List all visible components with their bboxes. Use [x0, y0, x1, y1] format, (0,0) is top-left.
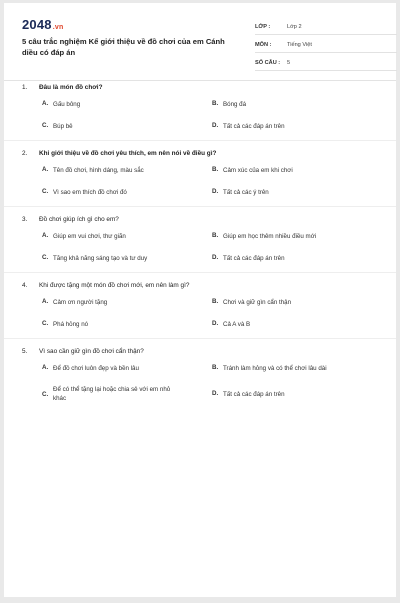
answer-option[interactable] [42, 166, 212, 175]
answer-letter: D. [212, 253, 219, 261]
answer-option[interactable] [212, 100, 382, 109]
answer-row [42, 357, 382, 379]
answer-row [42, 225, 382, 247]
meta-value: 5 [287, 60, 291, 66]
answer-option[interactable] [42, 254, 212, 263]
answer-option[interactable] [212, 320, 382, 329]
meta-info [255, 20, 397, 74]
question-number: 1. [22, 84, 28, 91]
answer-letter: A. [42, 231, 49, 239]
answer-text: Tên đồ chơi, hình dáng, màu sắc [53, 166, 144, 174]
question-divider [4, 206, 396, 207]
answer-option[interactable] [212, 188, 382, 197]
header-divider [4, 80, 396, 81]
logo[interactable] [22, 17, 63, 32]
question-line [22, 280, 382, 291]
answer-letter: A. [42, 165, 49, 173]
answer-text: Để đồ chơi luôn đẹp và bền lâu [53, 364, 139, 372]
answer-option[interactable] [212, 254, 382, 263]
worksheet-page [4, 3, 396, 597]
answer-letter: B. [212, 231, 219, 239]
answer-letter: C. [42, 253, 49, 261]
answer-text: Tất cả các đáp án trên [223, 390, 285, 398]
question-list [22, 82, 382, 409]
answer-letter: D. [212, 187, 219, 195]
answer-letter: C. [42, 319, 49, 327]
answer-text: Búp bê [53, 122, 73, 130]
answer-text: Giúp em học thêm nhiều điều mới [223, 232, 317, 240]
answer-option[interactable] [42, 100, 212, 109]
question-text: Khi giới thiệu về đồ chơi yêu thích, em nên nói về điều gì? [39, 150, 217, 157]
answer-row [42, 247, 382, 269]
question-1 [22, 82, 382, 141]
meta-value: Tiếng Việt [287, 42, 312, 48]
answer-text: Cảm ơn người tặng [53, 298, 108, 306]
answer-row [42, 291, 382, 313]
answer-letter: C. [42, 187, 49, 195]
question-line [22, 346, 382, 357]
question-4 [22, 280, 382, 339]
answer-text: Để có thể tặng lại hoặc chia sẻ với em nhỏ khác [53, 386, 171, 402]
answer-option[interactable] [42, 122, 212, 131]
question-text: Đồ chơi giúp ích gì cho em? [39, 216, 119, 223]
question-divider [4, 338, 396, 339]
answer-option[interactable] [212, 298, 382, 307]
question-divider [4, 140, 396, 141]
question-line [22, 82, 382, 93]
answer-option[interactable] [42, 188, 212, 197]
answer-text: Cảm xúc của em khi chơi [223, 166, 293, 174]
meta-label: MÔN : [255, 42, 272, 48]
answer-option[interactable] [212, 390, 382, 399]
answer-row [42, 313, 382, 335]
question-number: 3. [22, 216, 28, 223]
answer-letter: B. [212, 165, 219, 173]
answer-text: Tất cả các ý trên [223, 188, 269, 196]
answer-text: Gấu bông [53, 100, 81, 108]
question-text: Đâu là món đồ chơi? [39, 84, 103, 91]
answer-letter: D. [212, 319, 219, 327]
question-5 [22, 346, 382, 409]
header [22, 17, 382, 69]
meta-row-count [255, 56, 397, 71]
answer-option[interactable] [212, 364, 382, 373]
question-3 [22, 214, 382, 273]
answer-letter: A. [42, 99, 49, 107]
answer-option[interactable] [42, 298, 212, 307]
answer-letter: B. [212, 363, 219, 371]
answer-row [42, 115, 382, 137]
answer-row [42, 379, 382, 409]
answer-letter: A. [42, 363, 49, 371]
answer-text: Cả A và B [223, 320, 251, 328]
question-line [22, 148, 382, 159]
answer-option[interactable] [42, 232, 212, 241]
logo-tld: .vn [52, 24, 64, 31]
question-text: Vì sao cần giữ gìn đồ chơi cẩn thận? [39, 348, 144, 355]
answer-letter: C. [42, 121, 49, 129]
answer-text: Tất cả các đáp án trên [223, 122, 285, 130]
answer-row [42, 181, 382, 203]
answer-letter: D. [212, 121, 219, 129]
meta-label: SỐ CÂU : [255, 60, 281, 66]
meta-label: LỚP : [255, 24, 271, 30]
meta-value: Lớp 2 [287, 24, 302, 30]
question-divider [4, 272, 396, 273]
answer-option[interactable] [212, 166, 382, 175]
answer-letter: B. [212, 99, 219, 107]
answer-letter: C. [42, 390, 49, 398]
answer-text: Giúp em vui chơi, thư giãn [53, 232, 126, 240]
answer-option[interactable] [212, 232, 382, 241]
answer-letter: B. [212, 297, 219, 305]
answer-option[interactable] [42, 320, 212, 329]
question-line [22, 214, 382, 225]
question-number: 5. [22, 348, 28, 355]
answer-text: Phá hỏng nó [53, 320, 89, 328]
answer-text: Chơi và giữ gìn cẩn thận [223, 298, 292, 306]
answer-letter: A. [42, 297, 49, 305]
question-text: Khi được tặng một món đồ chơi mới, em nên làm gì? [39, 282, 190, 289]
answer-letter: D. [212, 389, 219, 397]
answer-text: Tránh làm hỏng và có thể chơi lâu dài [223, 364, 327, 372]
answer-option[interactable] [212, 122, 382, 131]
answer-row [42, 159, 382, 181]
page-title: 5 câu trắc nghiệm Kể giới thiệu về đồ chơi của em Cánh diều có đáp án [22, 37, 225, 57]
answer-text: Tất cả các đáp án trên [223, 254, 285, 262]
meta-row-subject [255, 38, 397, 53]
answer-row [42, 93, 382, 115]
answer-text: Bóng đá [223, 100, 247, 108]
logo-name: 2048 [22, 17, 52, 32]
answer-text: Vì sao em thích đồ chơi đó [53, 188, 127, 196]
answer-option[interactable] [42, 385, 212, 403]
meta-row-class [255, 20, 397, 35]
question-number: 4. [22, 282, 28, 289]
answer-option[interactable] [42, 364, 212, 373]
question-2 [22, 148, 382, 207]
answer-text: Tăng khả năng sáng tạo và tư duy [53, 254, 148, 262]
question-number: 2. [22, 150, 28, 157]
